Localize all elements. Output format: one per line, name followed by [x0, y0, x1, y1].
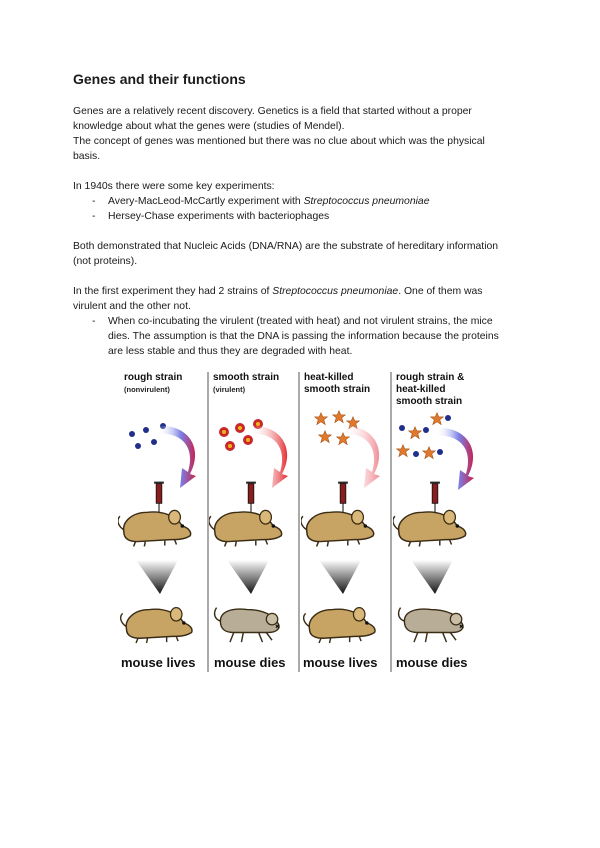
- intro-line-2: knowledge about what the genes were (studies of Mendel).: [73, 121, 345, 132]
- mouse-dead-icon: [215, 608, 279, 642]
- mouse-icon: [301, 510, 374, 546]
- transfer-arrow-1: [158, 426, 196, 488]
- nucleic-acid-line-1: Both demonstrated that Nucleic Acids (DNA/RNA) are the substrate of hereditary information: [73, 241, 499, 252]
- mouse-alive-icon: [121, 608, 192, 643]
- mouse-alive-icon: [304, 608, 375, 643]
- mouse-icon: [209, 510, 282, 546]
- outcome-4: mouse dies: [396, 655, 468, 670]
- list-text-line-2: dies. The assumption is that the DNA is passing the information because the proteins: [108, 331, 499, 342]
- column-3-title-line-1: heat-killed: [304, 372, 354, 383]
- column-2-subtitle: (virulent): [213, 385, 246, 394]
- syringe-icon: [338, 482, 348, 513]
- outcome-1: mouse lives: [121, 655, 196, 670]
- list-dash: -: [92, 316, 96, 327]
- column-1-title: rough strain: [124, 372, 183, 383]
- column-1-subtitle: (nonvirulent): [124, 385, 170, 394]
- transfer-arrow-2: [250, 426, 288, 488]
- first-experiment-line-1: [73, 284, 543, 299]
- down-arrow-2: [227, 560, 269, 594]
- column-2-title: smooth strain: [213, 372, 280, 383]
- figure-illustration: [118, 372, 488, 672]
- column-3-title-line-2: smooth strain: [304, 384, 371, 395]
- syringe-icon: [430, 482, 440, 513]
- list-text: Hersey-Chase experiments with bacteriophages: [108, 211, 330, 222]
- syringe-icon: [154, 482, 164, 513]
- mouse-icon: [393, 510, 466, 546]
- down-arrow-3: [319, 560, 361, 594]
- experiments-heading: In 1940s there were some key experiments:: [73, 181, 275, 192]
- down-arrow-1: [136, 560, 178, 594]
- outcome-3: mouse lives: [303, 655, 378, 670]
- nucleic-acid-line-2: (not proteins).: [73, 256, 138, 267]
- mouse-dead-icon: [399, 608, 463, 642]
- intro-line-4: basis.: [73, 151, 101, 162]
- mouse-icon: [118, 510, 191, 546]
- list-text-line-3: are less stable and thus they are degraded with heat.: [108, 346, 353, 357]
- first-experiment-plain: In the first experiment they had 2 strains of: [73, 286, 273, 297]
- intro-line-3: The concept of genes was mentioned but there was no clue about which was the physical: [73, 136, 485, 147]
- smooth-strain-cells: [219, 419, 263, 451]
- column-4-title-line-2: heat-killed: [396, 384, 446, 395]
- species-italic: Streptococcus pneumoniae: [272, 286, 399, 297]
- syringe-icon: [246, 482, 256, 513]
- list-dash: -: [92, 196, 96, 207]
- transfer-arrow-3: [342, 426, 380, 488]
- page-title: Genes and their functions: [73, 71, 246, 87]
- griffith-experiment-figure: [118, 372, 488, 672]
- intro-line-1: Genes are a relatively recent discovery. Genetics is a field that started without a proper: [73, 106, 472, 117]
- down-arrow-4: [411, 560, 453, 594]
- first-experiment-post: . One of them was: [398, 286, 483, 297]
- list-text-line-1: When co-incubating the virulent (treated with heat) and not virulent strains, the mice: [108, 316, 493, 327]
- column-4-title-line-1: rough strain &: [396, 372, 465, 383]
- list-text-plain: Avery-MacLeod-McCartly experiment with: [108, 196, 304, 207]
- column-4-title-line-3: smooth strain: [396, 396, 463, 407]
- list-text-italic: Streptococcus pneumoniae: [303, 196, 430, 207]
- list-dash: -: [92, 211, 96, 222]
- outcome-2: mouse dies: [214, 655, 286, 670]
- list-text: [108, 194, 538, 209]
- transfer-arrow-4: [436, 428, 474, 490]
- first-experiment-line-2: virulent and the other not.: [73, 301, 191, 312]
